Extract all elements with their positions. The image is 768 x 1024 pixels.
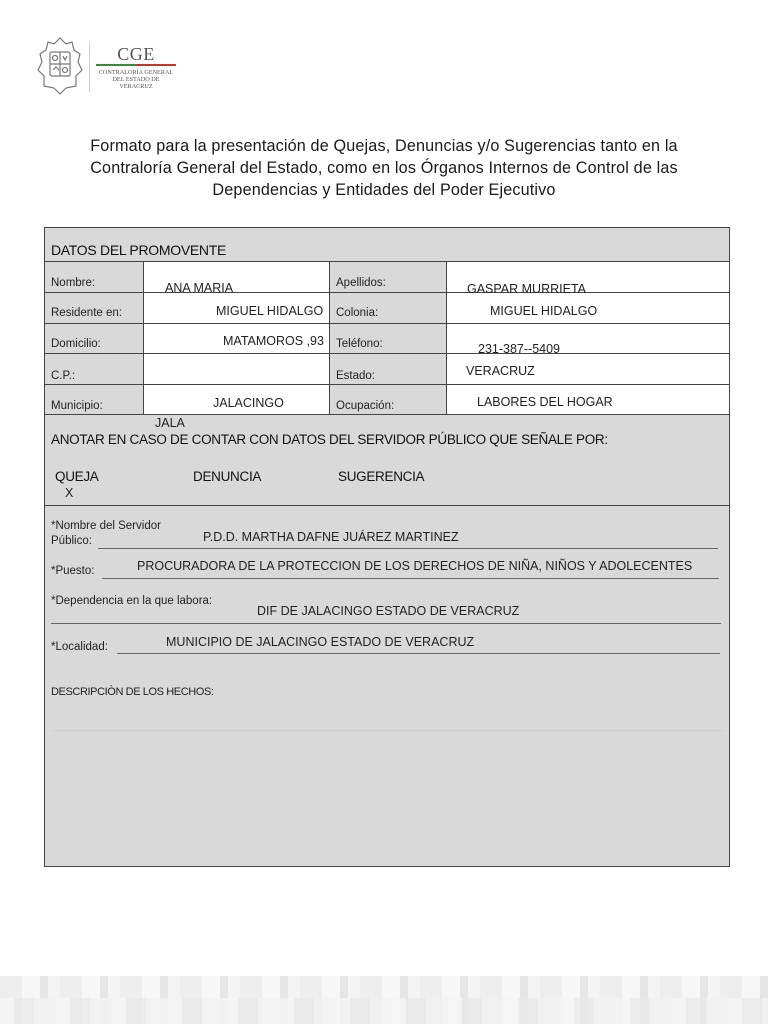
telefono-label: Teléfono: xyxy=(336,338,383,350)
municipio-label: Municipio: xyxy=(51,400,103,412)
domicilio-value: MATAMOROS ,93 xyxy=(223,334,324,348)
municipio-overflow-text: JALA xyxy=(155,416,185,430)
telefono-value: 231-387--5409 xyxy=(478,342,561,356)
queja-option: QUEJA xyxy=(55,469,99,484)
nombre-label: Nombre: xyxy=(51,277,96,289)
apellidos-label: Apellidos: xyxy=(336,277,386,289)
estado-label: Estado: xyxy=(336,370,375,382)
title-line-3: Dependencias y Entidades del Poder Ejecutivo xyxy=(212,181,556,199)
ocupacion-label: Ocupación: xyxy=(336,400,395,412)
municipio-value: JALACINGO xyxy=(213,396,284,410)
cp-label: C.P.: xyxy=(51,370,76,382)
nombre-value: ANA MARIA xyxy=(165,281,234,295)
decorative-footer-band-lower xyxy=(0,998,768,1024)
logo-acronym: CGE xyxy=(117,44,155,64)
residente-label: Residente en: xyxy=(51,307,122,319)
dependencia-label: *Dependencia en la que labora: xyxy=(51,595,213,607)
title-line-1: Formato para la presentación de Quejas, Denuncias y/o Sugerencias tanto en la xyxy=(90,137,678,155)
page-title xyxy=(40,135,728,201)
localidad-value: MUNICIPIO DE JALACINGO ESTADO DE VERACRUZ xyxy=(166,635,475,649)
domicilio-label: Domicilio: xyxy=(51,338,101,350)
queja-mark: X xyxy=(65,486,74,500)
promovente-heading: DATOS DEL PROMOVENTE xyxy=(51,242,226,258)
servidor-nombre-value: P.D.D. MARTHA DAFNE JUÁREZ MARTINEZ xyxy=(203,530,459,544)
state-seal-icon xyxy=(36,34,84,96)
logo-color-line xyxy=(96,64,176,66)
dependencia-value: DIF DE JALACINGO ESTADO DE VERACRUZ xyxy=(257,604,520,618)
colonia-label: Colonia: xyxy=(336,307,379,319)
logo-subtitle-line2: DEL ESTADO DE VERACRUZ xyxy=(112,76,160,90)
title-line-2: Contraloría General del Estado, como en los Órganos Internos de Control de las xyxy=(90,159,678,177)
localidad-label: *Localidad: xyxy=(51,641,108,653)
estado-value: VERACRUZ xyxy=(466,364,535,378)
complaint-form xyxy=(44,227,730,867)
servidor-nombre-label-2: Público: xyxy=(51,535,92,547)
sugerencia-option: SUGERENCIA xyxy=(338,469,425,484)
ocupacion-value: LABORES DEL HOGAR xyxy=(477,395,613,409)
colonia-value: MIGUEL HIDALGO xyxy=(490,304,598,318)
puesto-value: PROCURADORA DE LA PROTECCION DE LOS DERECHOS DE NIÑA, NIÑOS Y ADOLECENTES xyxy=(137,559,693,573)
denuncia-option: DENUNCIA xyxy=(193,469,262,484)
logo-subtitle-line1: CONTRALORÍA GENERAL xyxy=(98,69,174,76)
residente-value: MIGUEL HIDALGO xyxy=(216,304,324,318)
servidor-nombre-label-1: *Nombre del Servidor xyxy=(51,520,161,532)
descripcion-label: DESCRIPCIÒN DE LOS HECHOS: xyxy=(51,686,214,698)
puesto-label: *Puesto: xyxy=(51,565,95,577)
servidor-instructions-heading: ANOTAR EN CASO DE CONTAR CON DATOS DEL SERVIDOR PÚBLICO QUE SEÑALE POR: xyxy=(51,432,608,447)
logo-divider xyxy=(89,42,90,92)
apellidos-value: GASPAR MURRIETA xyxy=(467,282,586,296)
